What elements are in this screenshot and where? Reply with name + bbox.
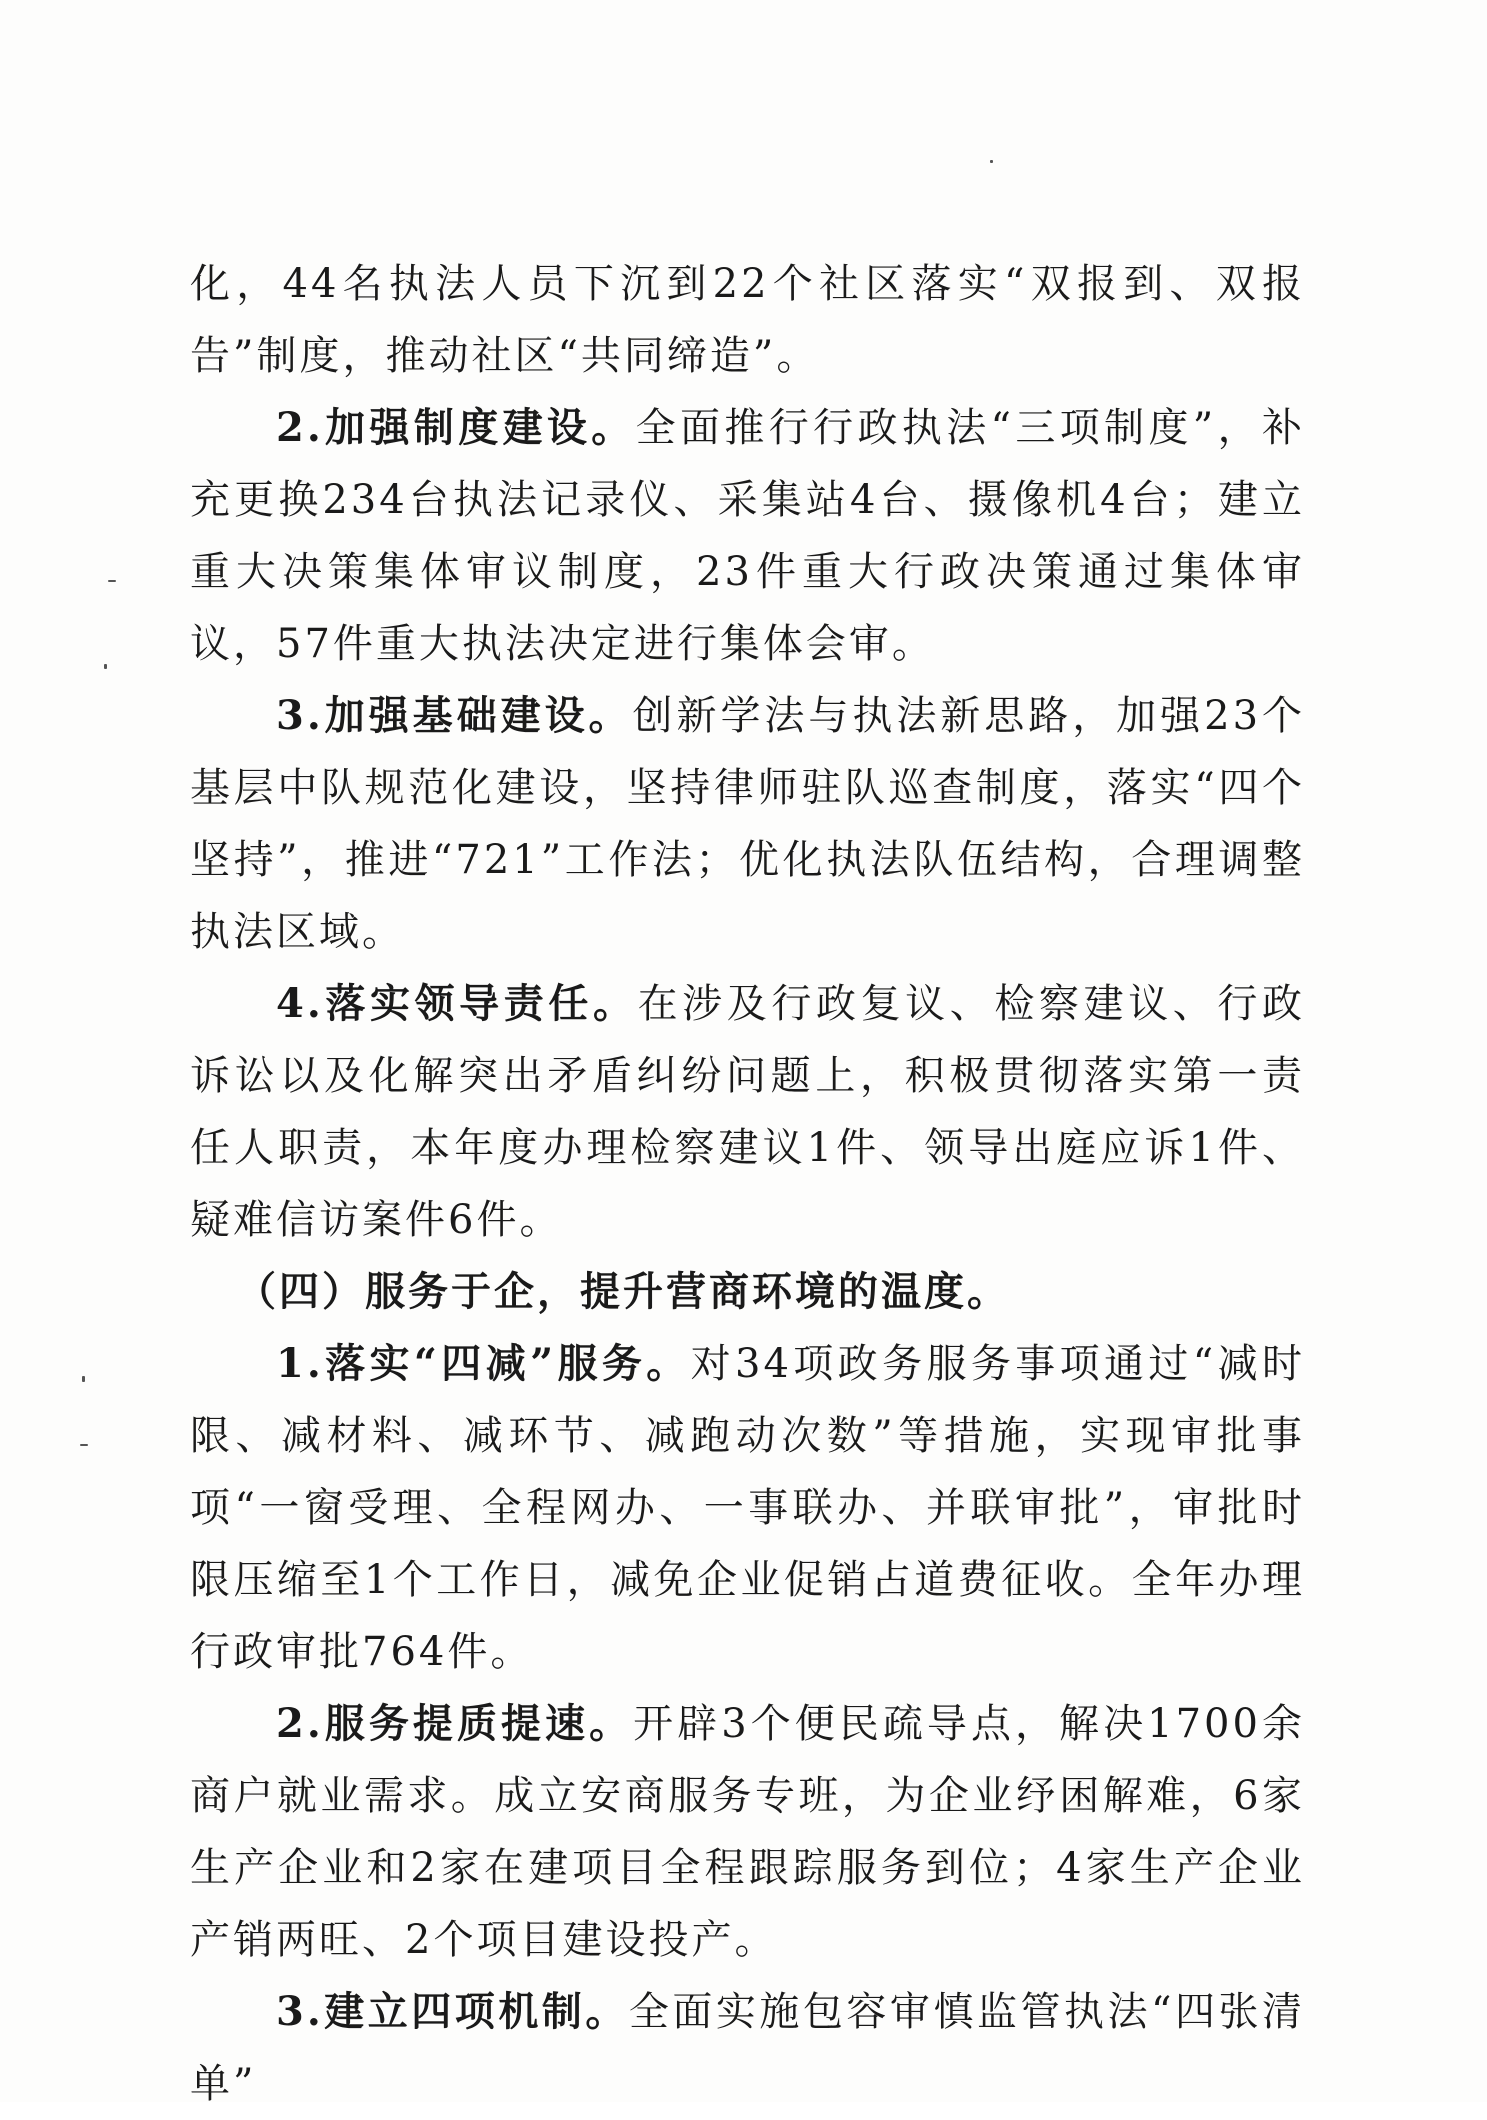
paragraph-text: 开辟3个便民疏导点，解决1700余商户就业需求。成立安商服务专班，为企业纾困解难，6家生产企业和2家在建项目全程跟踪服务到位；4家生产企业产销两旺、2个项目建设投产。: [190, 1701, 1305, 1963]
paragraph-institution-building: [190, 392, 1305, 680]
paragraph-four-mechanisms: [190, 1976, 1305, 2120]
paragraph-text: 创新学法与执法新思路，加强23个基层中队规范化建设，坚持律师驻队巡查制度，落实“四个坚持”，推进“721”工作法；优化执法队伍结构，合理调整执法区域。: [190, 693, 1305, 955]
paragraph-text: 全面推行行政执法“三项制度”，补充更换234台执法记录仪、采集站4台、摄像机4台；建立重大决策集体审议制度，23件重大行政决策通过集体审议，57件重大执法决定进行集体会审。: [190, 405, 1305, 667]
paragraph-heading: 4.落实领导责任。: [276, 980, 638, 1027]
paragraph-service-quality: [190, 1688, 1305, 1976]
paragraph-infrastructure-building: [190, 680, 1305, 968]
paragraph-heading: 2.加强制度建设。: [276, 404, 636, 451]
paragraph-heading: 3.建立四项机制。: [276, 1988, 629, 2035]
paragraph-continuation: [190, 248, 1305, 392]
section-heading: [190, 1256, 1305, 1328]
document-body: [190, 248, 1305, 2120]
paragraph-leadership-responsibility: [190, 968, 1305, 1256]
paragraph-heading: 1.落实“四减”服务。: [276, 1340, 691, 1387]
paragraph-text: 全面实施包容审慎监管执法“四张清单”: [190, 1989, 1305, 2107]
scan-speck: [990, 160, 993, 163]
paragraph-four-reductions: [190, 1328, 1305, 1688]
paragraph-heading: 2.服务提质提速。: [276, 1700, 634, 1747]
scan-speck: [80, 1444, 88, 1446]
scan-speck: [104, 664, 107, 669]
paragraph-heading: 3.加强基础建设。: [276, 692, 633, 739]
paragraph-text: 化，44名执法人员下沉到22个社区落实“双报到、双报告”制度，推动社区“共同缔造”。: [190, 261, 1305, 379]
section-title: （四）服务于企，提升营商环境的温度。: [236, 1268, 1010, 1315]
scan-speck: [82, 1376, 85, 1382]
scan-speck: [108, 580, 116, 582]
paragraph-text: 对34项政务服务事项通过“减时限、减材料、减环节、减跑动次数”等措施，实现审批事项“一窗受理、全程网办、一事联办、并联审批”，审批时限压缩至1个工作日，减免企业促销占道费征收。全年办理行政审批764件。: [190, 1341, 1305, 1675]
paragraph-text: 在涉及行政复议、检察建议、行政诉讼以及化解突出矛盾纠纷问题上，积极贯彻落实第一责任人职责，本年度办理检察建议1件、领导出庭应诉1件、疑难信访案件6件。: [190, 981, 1305, 1243]
